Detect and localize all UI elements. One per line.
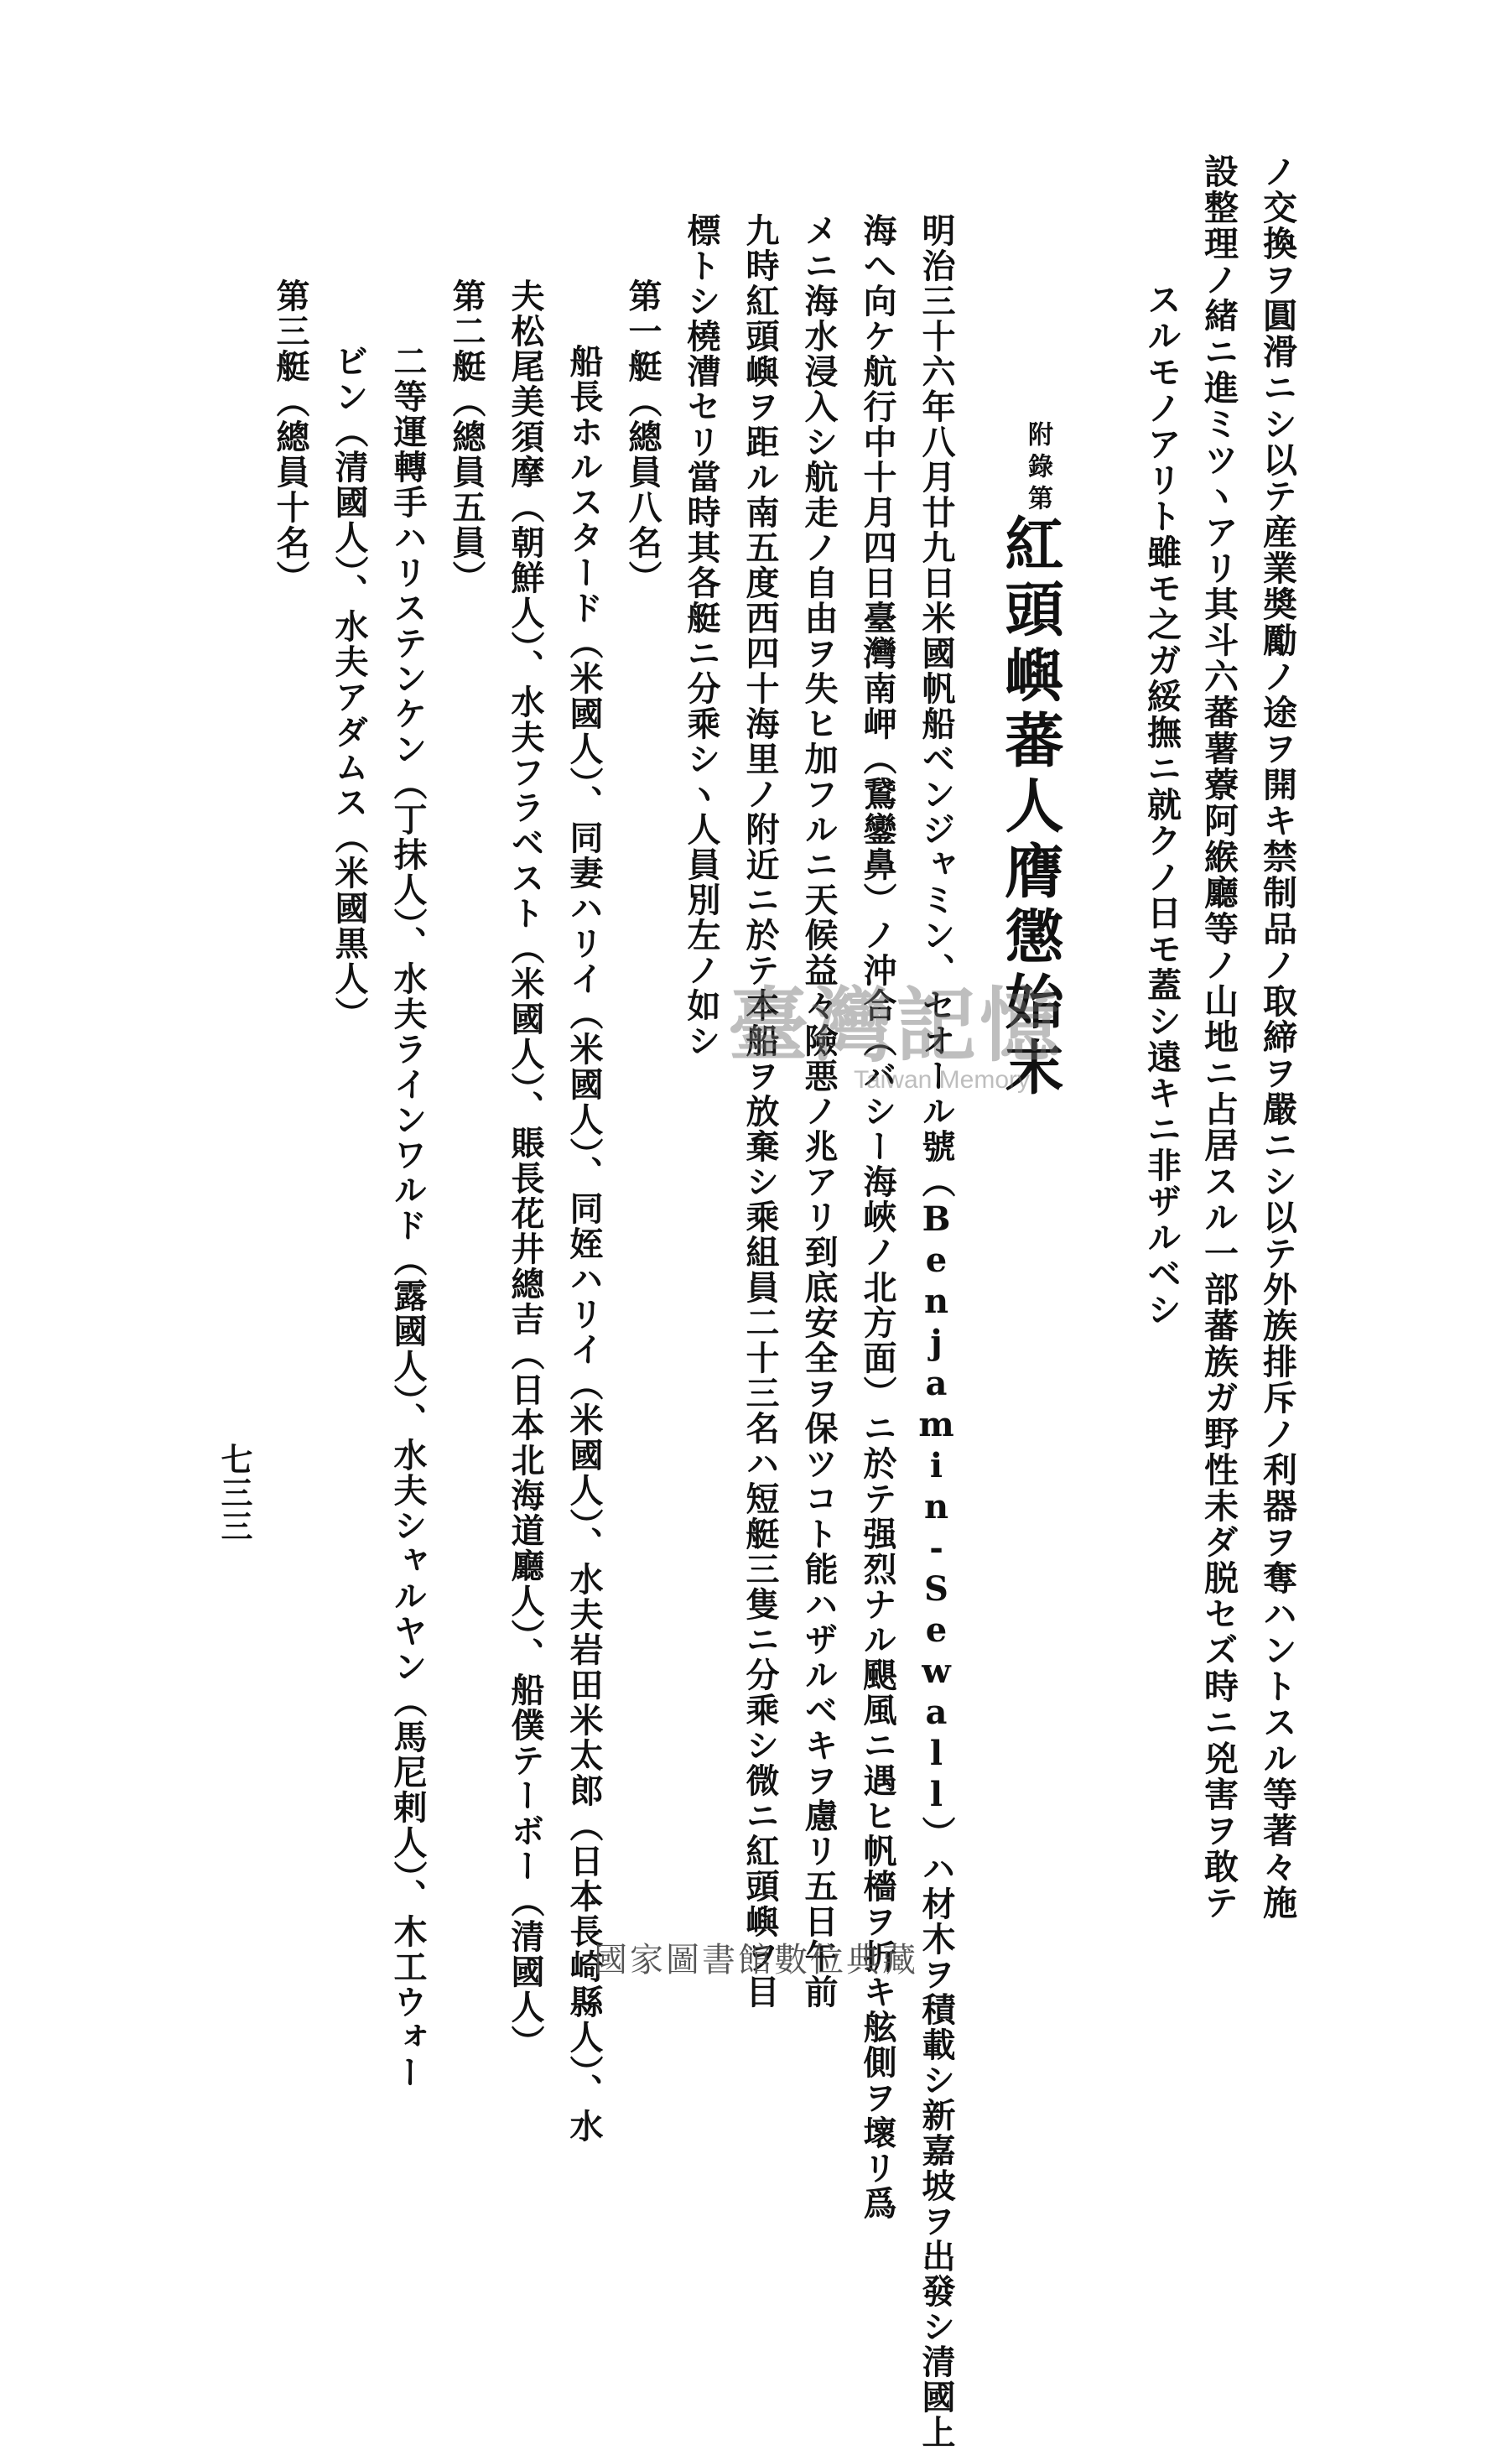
watermark bbox=[728, 978, 1063, 1095]
text-column: 二等運轉手ハリステンケン（丁抹人）、水夫ラインワルド（露國人）、水夫シャルヤン（馬尼剌人）、木工ウォー bbox=[388, 344, 428, 2090]
chapter-title: 紅頭嶼蕃人膺懲始末 bbox=[995, 513, 1065, 1102]
text-column: 九時紅頭嶼ヲ距ル南五度西四十海里ノ附近ニ於テ本船ヲ放棄シ乘組員二十三名ハ短艇三隻ニ分乘シ微ニ紅頭嶼ヲ目 bbox=[740, 213, 780, 2010]
text-column: 夫松尾美須摩（朝鮮人）、水夫フラベスト（米國人）、賬長花井總吉（日本北海道廳人）、船僕テーボー（清國人） bbox=[506, 278, 545, 2060]
text-column: 海へ向ケ航行中十月四日臺灣南岬（鵞鑾鼻）ノ沖合（バシー海峽ノ北方面）ニ於テ强烈ナル颶風ニ遇ヒ帆檣ヲ折キ舷側ヲ壞リ爲 bbox=[858, 213, 897, 2221]
watermark-subtext: Taiwan Memory bbox=[853, 1066, 1030, 1094]
section-heading: 第三艇（總員十名） bbox=[271, 278, 310, 596]
appendix-label: 附錄第一 bbox=[1023, 421, 1052, 549]
text-column: スルモノアリト雖モ之ガ綏撫ニ就クノ日モ蓋シ遠キニ非ザルベシ bbox=[1141, 282, 1182, 1328]
text-column: ビン（清國人）、水夫アダムス（米國黒人） bbox=[330, 344, 369, 1032]
page-number: 七三三 bbox=[216, 1443, 253, 1543]
text-column: 明治三十六年八月廿九日米國帆船ベンジャミン、セオール號（Benjamin-Sewall）ハ材木ヲ積載シ新嘉坡ヲ出發シ清國上 bbox=[917, 213, 956, 2450]
section-heading: 第二艇（總員五員） bbox=[447, 278, 486, 596]
text-column: 設整理ノ緒ニ進ミツヽアリ其斗六蕃薯藔阿緱廳等ノ山地ニ占居スル一部蕃族ガ野性未ダ脱セズ時ニ兇害ヲ敢テ bbox=[1198, 153, 1239, 1921]
text-column: 標トシ橈漕セリ當時其各艇ニ分乘シヽ人員別左ノ如シ bbox=[682, 213, 721, 1059]
footer-credit: 國家圖書館數位典藏 bbox=[594, 1941, 918, 1979]
text-column: メニ海水浸入シ航走ノ自由ヲ失ヒ加フルニ天候益々險悪ノ兆アリ到底安全ヲ保ツコト能ハザルベキヲ慮リ五日午前 bbox=[799, 213, 839, 2010]
watermark-text: 臺灣記憶 bbox=[728, 978, 1063, 1073]
text-column: ノ交換ヲ圓滑ニシ以テ産業奬勵ノ途ヲ開キ禁制品ノ取締ヲ嚴ニシ以テ外族排斥ノ利器ヲ奪ハントスル等著々施 bbox=[1257, 153, 1297, 1921]
text-column: 船長ホルスタード（米國人）、同妻ハリイ（米國人）、同姪ハリイ（米國人）、水夫岩田米太郎（日本長崎縣人）、水 bbox=[564, 344, 604, 2144]
section-heading: 第一艇（總員八名） bbox=[623, 278, 662, 596]
